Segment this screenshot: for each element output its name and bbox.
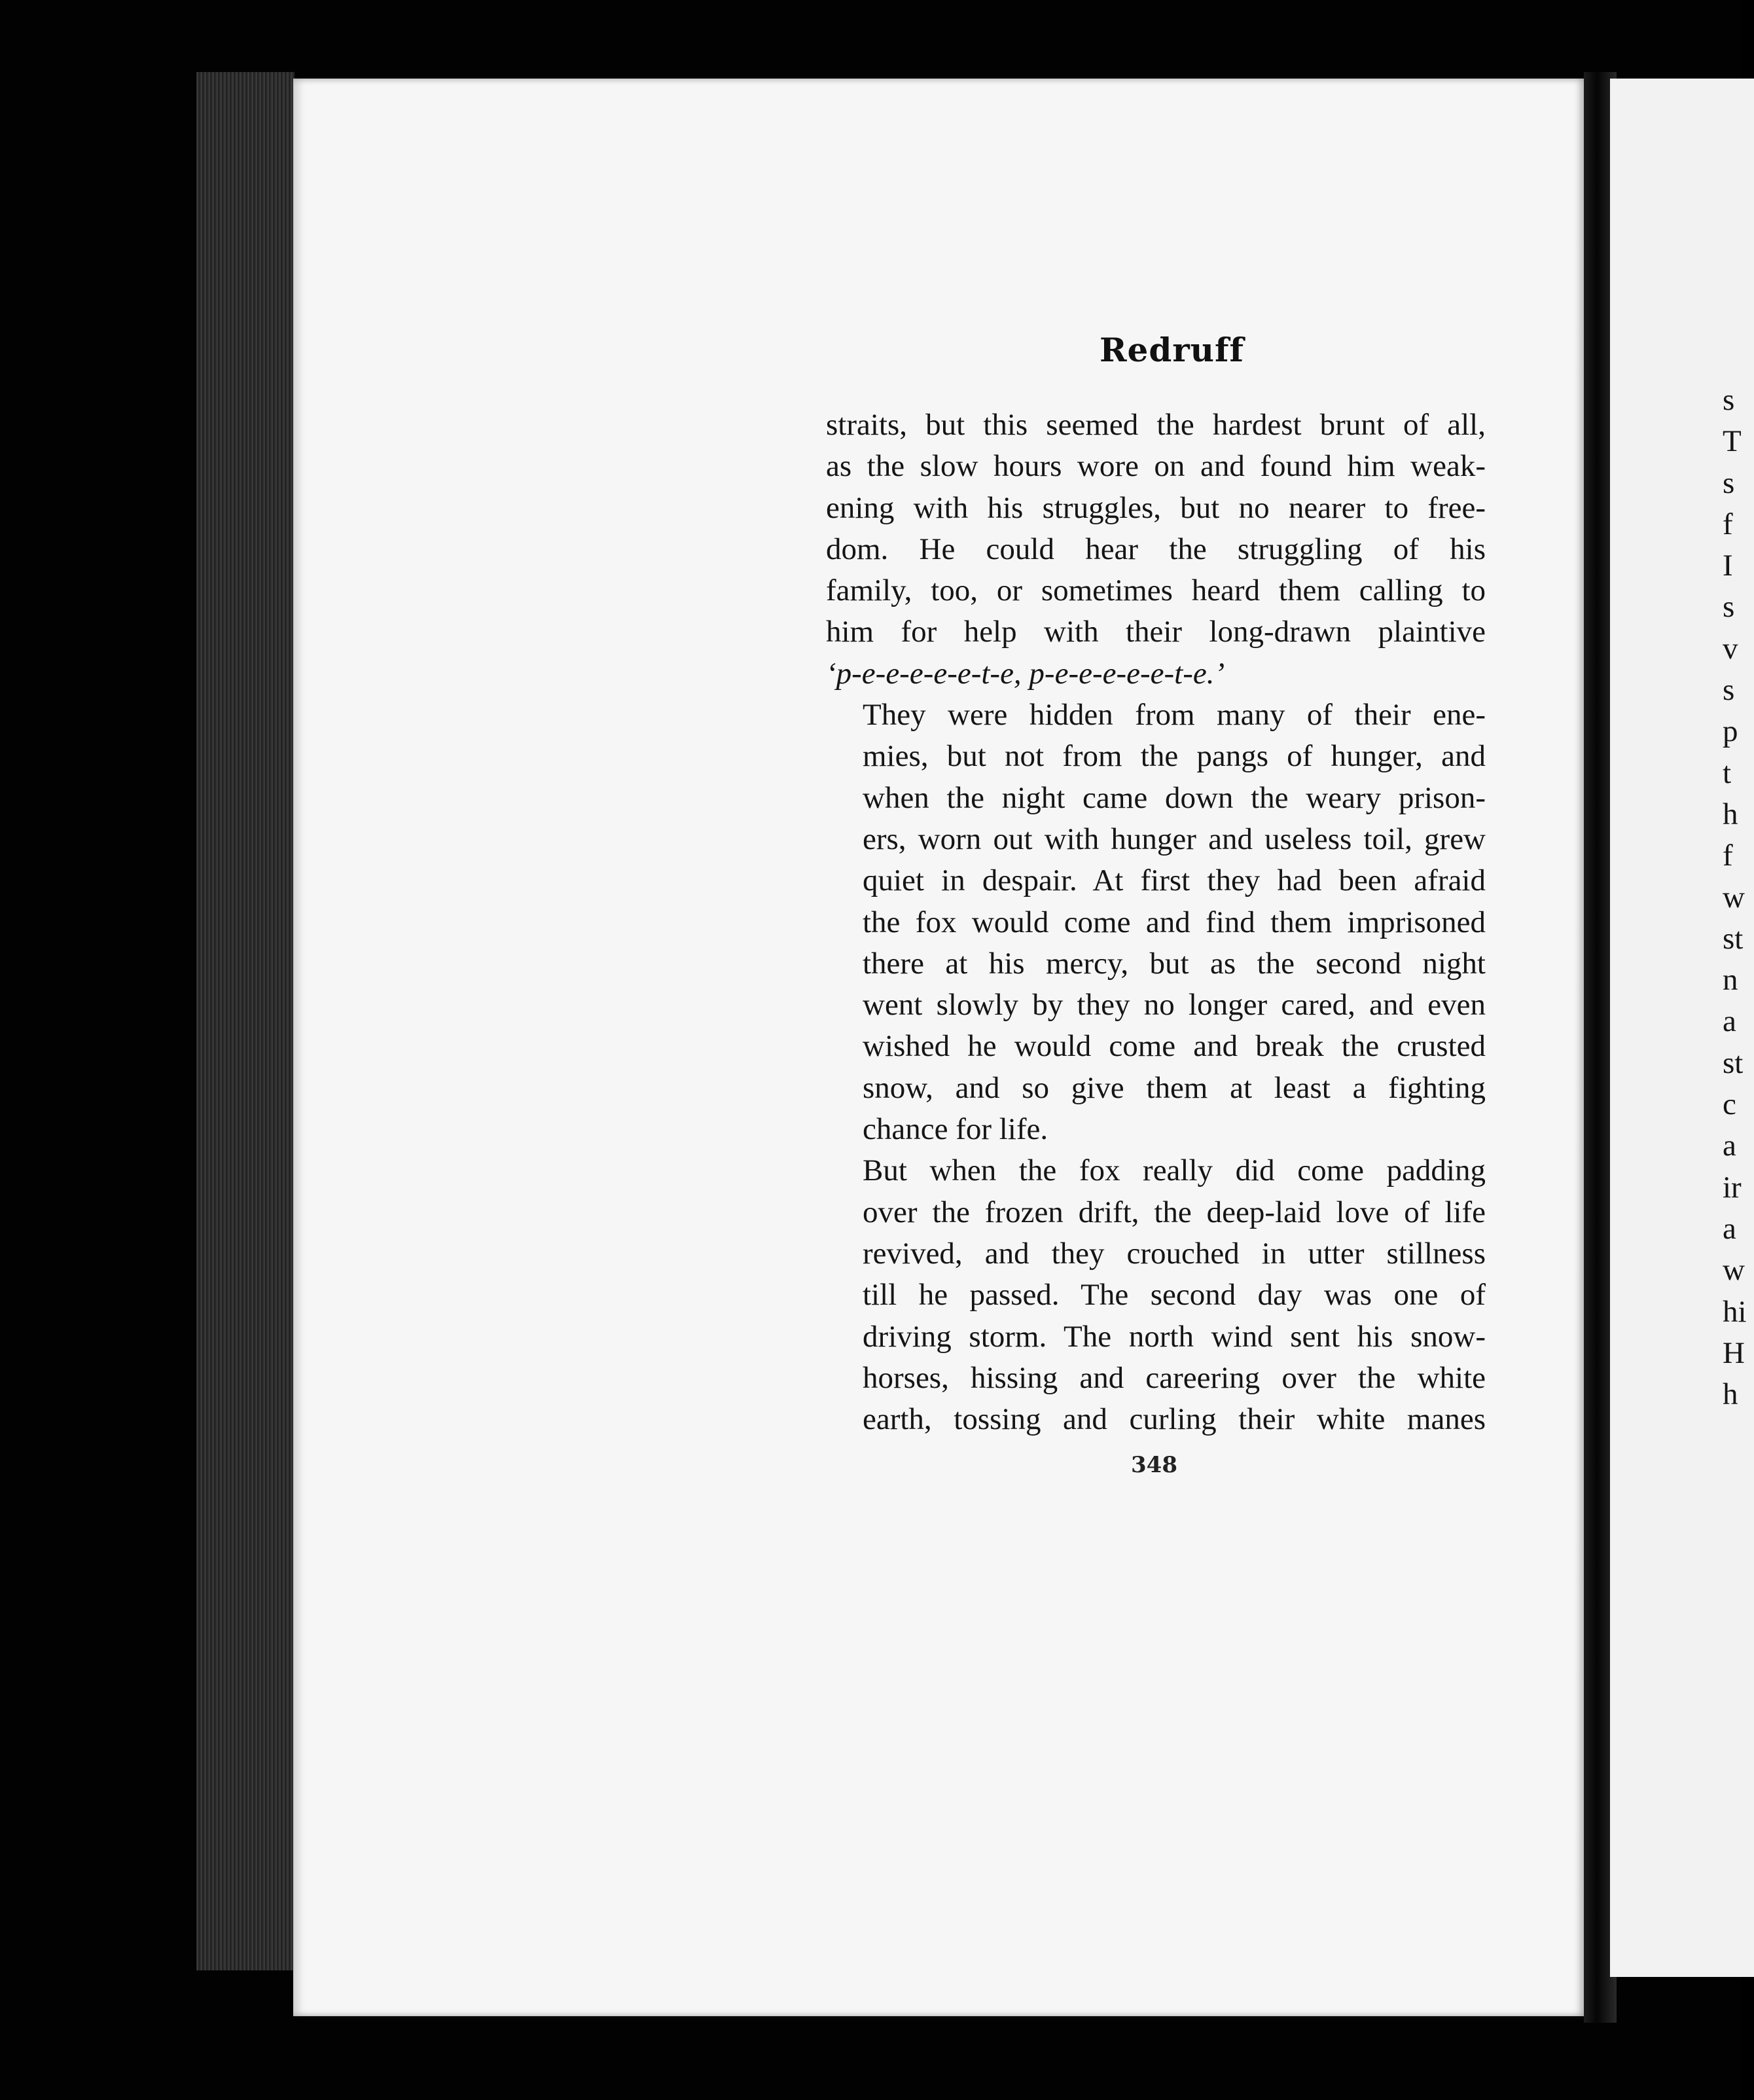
- text-line: as the slow hours wore on and found him weak-: [826, 449, 1486, 484]
- facing-page-fragment: p: [1723, 714, 1738, 749]
- text-line: quiet in despair. At first they had been afraid: [863, 863, 1486, 898]
- facing-page-text: [1723, 380, 1749, 1415]
- facing-page-fragment: st: [1723, 1045, 1744, 1080]
- facing-page-fragment: st: [1723, 921, 1744, 956]
- facing-page-fragment: c: [1723, 1087, 1736, 1122]
- text-line: snow, and so give them at least a fighting: [863, 1070, 1486, 1105]
- facing-page-fragment: f: [1723, 507, 1733, 541]
- running-head: Redruff: [1100, 331, 1245, 369]
- text-line: chance for life.: [863, 1112, 1048, 1147]
- facing-page-fragment: a: [1723, 1129, 1736, 1163]
- paragraph-3: [826, 1150, 1486, 1440]
- text-line: the fox would come and find them imprisoned: [863, 905, 1486, 939]
- facing-page-fragment: I: [1723, 549, 1733, 583]
- paragraph-2: [826, 695, 1486, 1150]
- facing-page-fragment: w: [1723, 880, 1745, 914]
- facing-page-fragment: hi: [1723, 1294, 1747, 1329]
- facing-page-fragment: a: [1723, 1211, 1736, 1246]
- text-line: till he passed. The second day was one of: [863, 1278, 1486, 1312]
- facing-page-fragment: a: [1723, 1004, 1736, 1039]
- page-number: 348: [1131, 1452, 1177, 1478]
- facing-page-fragment: s: [1723, 673, 1735, 708]
- facing-page-fragment: ir: [1723, 1170, 1742, 1204]
- facing-page-fragment: h: [1723, 797, 1738, 831]
- text-line: mies, but not from the pangs of hunger, and: [863, 739, 1486, 774]
- text-line: ening with his struggles, but no nearer to free-: [826, 490, 1486, 525]
- facing-page-fragment: H: [1723, 1335, 1745, 1370]
- text-line: They were hidden from many of their ene-: [863, 698, 1486, 733]
- facing-page-fragment: s: [1723, 383, 1735, 417]
- facing-page-fragment: w: [1723, 1253, 1745, 1288]
- text-line: there at his mercy, but as the second night: [863, 946, 1486, 981]
- facing-page-fragment: n: [1723, 963, 1738, 998]
- facing-page-fragment: h: [1723, 1377, 1738, 1412]
- book-page-edges: [196, 72, 295, 1970]
- text-line: family, too, or sometimes heard them calling to: [826, 573, 1486, 608]
- paragraph-1: [826, 405, 1486, 695]
- text-line: when the night came down the weary prison-: [863, 780, 1486, 815]
- facing-page-fragment: s: [1723, 465, 1735, 500]
- text-line: revived, and they crouched in utter stillness: [863, 1236, 1486, 1271]
- text-line: But when the fox really did come padding: [863, 1153, 1486, 1188]
- text-line: dom. He could hear the struggling of his: [826, 532, 1486, 566]
- text-line: horses, hissing and careering over the white: [863, 1360, 1486, 1395]
- text-line: ers, worn out with hunger and useless toil, grew: [863, 822, 1486, 856]
- text-line: driving storm. The north wind sent his snow-: [863, 1319, 1486, 1354]
- facing-page-fragment: f: [1723, 839, 1733, 873]
- facing-page-fragment: v: [1723, 631, 1738, 666]
- text-line: ‘p-e-e-e-e-e-t-e, p-e-e-e-e-e-t-e.’: [826, 656, 1225, 691]
- text-line: earth, tossing and curling their white manes: [863, 1402, 1486, 1437]
- body-text: [826, 405, 1486, 1440]
- text-line: went slowly by they no longer cared, and even: [863, 988, 1486, 1023]
- text-line: over the frozen drift, the deep-laid love of life: [863, 1195, 1486, 1229]
- facing-page-fragment: t: [1723, 755, 1732, 790]
- facing-page-fragment: s: [1723, 590, 1735, 625]
- facing-page-fragment: T: [1723, 424, 1742, 459]
- text-line: him for help with their long-drawn plaintive: [826, 615, 1486, 649]
- text-line: straits, but this seemed the hardest brunt of all,: [826, 408, 1486, 442]
- text-line: wished he would come and break the crusted: [863, 1029, 1486, 1064]
